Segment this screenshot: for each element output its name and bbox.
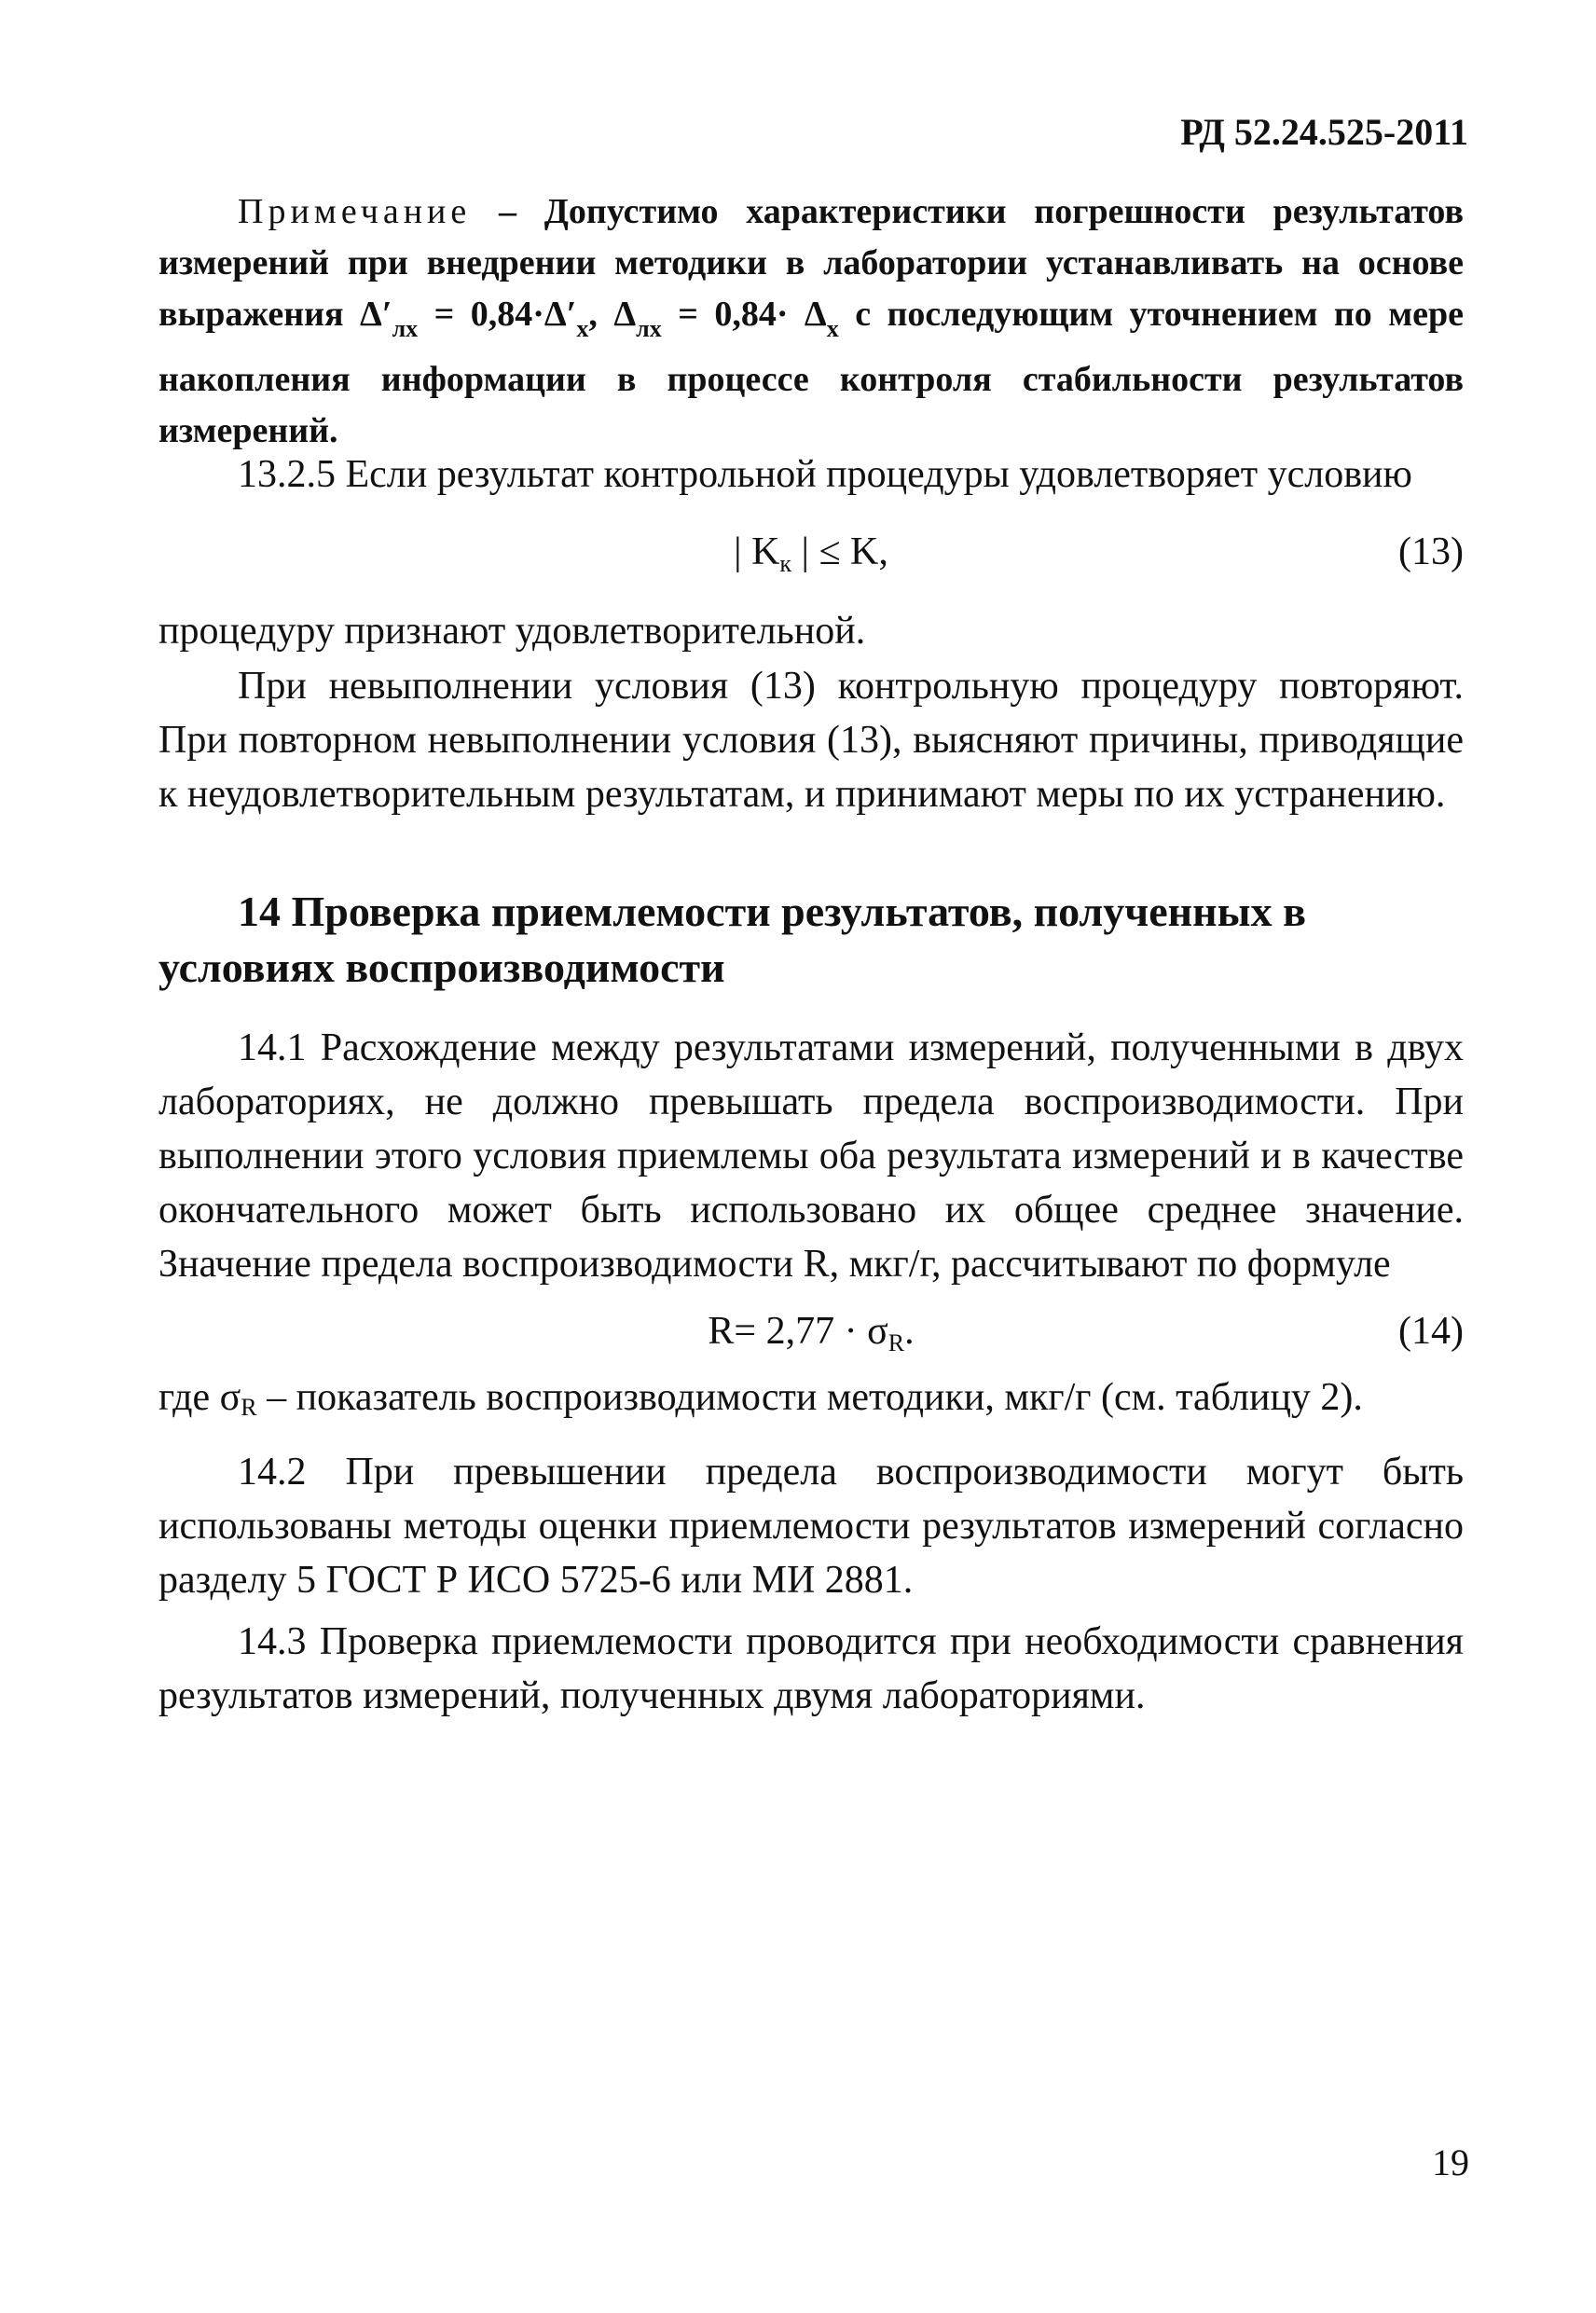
note-label: Примечание xyxy=(238,192,472,231)
note-text: – Допустимо характеристики погрешности результатов измерений при внедрении методики в лаборатории устанавливать на основе выражения Δ′ xyxy=(158,192,1464,334)
formula-14-number: (14) xyxy=(1398,1310,1464,1353)
formula-13-number: (13) xyxy=(1398,530,1464,573)
page-number: 19 xyxy=(1432,2141,1469,2183)
procedure-accepted-text: процедуру признают удовлетворительной. xyxy=(158,610,866,653)
note-paragraph: Примечание – Допустимо характеристики погрешности результатов измерений при внедрении методики в лаборатории устанавливать на основе выражения $\Delta'_{лх} = 0,84\cdot\Delta'_х$, $\Delta_{лх} = 0,84\cdot \Delta_х$ с последующим уточнением по мере накопления информации в процессе контроля стабильности результатов измерений. xyxy=(158,192,1464,450)
section-14-heading: 14 Проверка приемлемости результатов, полученных в условиях воспроизводимости xyxy=(158,888,1306,991)
clause-14-2: 14.2 При превышении предела воспроизводимости могут быть использованы методы оценки приемлемости результатов измерений согласно разделу 5 ГОСТ Р ИСО 5725-6 или МИ 2881. xyxy=(158,1451,1464,1602)
clause-13-2-5: 13.2.5 Если результат контрольной процедуры удовлетворяет условию xyxy=(238,453,1412,496)
clause-14-3: 14.3 Проверка приемлемости проводится при необходимости сравнения результатов измерений, полученных двумя лабораториями. xyxy=(158,1620,1464,1717)
formula-13-expression: | $K_к$ | ≤ K, xyxy=(734,530,888,577)
repeat-procedure-paragraph: При невыполнении условия (13) контрольную процедуру повторяют. При повторном невыполнении условия (13), выясняют причины, приводящие к неудовлетворительным результатам, и принимают меры по их устранению. xyxy=(158,665,1464,816)
formula-14 xyxy=(158,1303,1464,1359)
document-code-header: РД 52.24.525-2011 xyxy=(1180,111,1468,153)
clause-14-1: 14.1 Расхождение между результатами измерений, полученными в двух лабораториях, не должно превышать предела воспроизводимости. При выполнении этого условия приемлемы оба результата измерений и в качестве окончательного может быть использовано их общее среднее значение. Значение предела воспроизводимости R, мкг/г, рассчитывают по формуле xyxy=(158,1026,1464,1286)
formula-14-expression: $R= 2,77 \cdot \sigma_R$. xyxy=(708,1310,915,1356)
where-14-explanation: где $\sigma_R$ – показатель воспроизводимости методики, мкг/г (см. таблицу 2). xyxy=(158,1376,1363,1421)
formula-13 xyxy=(158,524,1464,580)
